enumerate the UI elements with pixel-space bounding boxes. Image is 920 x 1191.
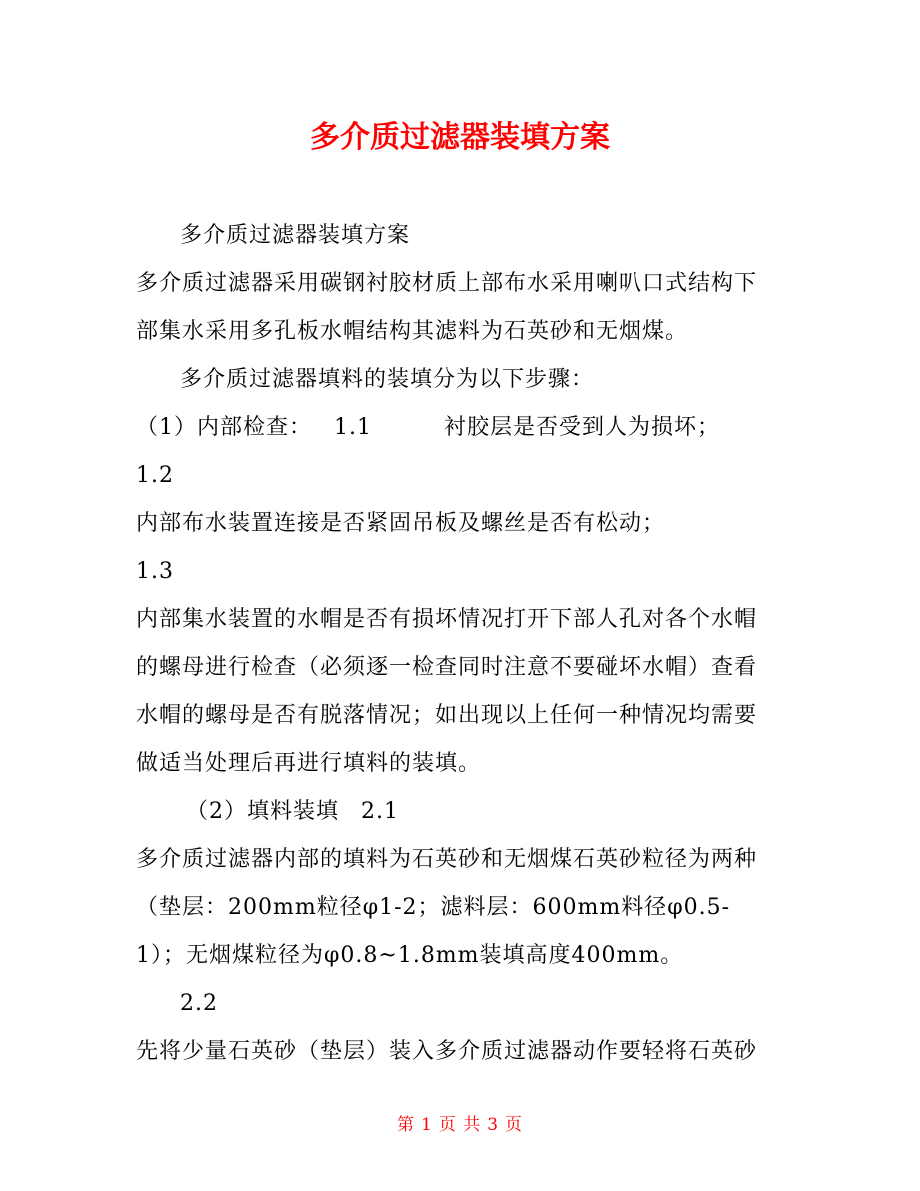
- document-title: 多介质过滤器装填方案: [310, 120, 610, 155]
- item-number: 1.3: [136, 559, 174, 584]
- item-number: 2.1: [361, 799, 399, 824]
- paragraph-line: 多介质过滤器内部的填料为石英砂和无烟煤石英砂粒径为两种: [136, 847, 758, 872]
- footer-mid: 页 共: [438, 1115, 482, 1135]
- section-heading: （2）填料装填: [186, 799, 339, 824]
- item-number: 1.1: [334, 415, 372, 440]
- footer-prefix: 第: [396, 1115, 415, 1135]
- paragraph-line: 水帽的螺母是否有脱落情况；如出现以上任何一种情况均需要: [136, 703, 758, 728]
- document-body: [136, 212, 786, 1076]
- current-page-number: 1: [420, 1115, 433, 1135]
- paragraph-line: [136, 404, 786, 452]
- paragraph-line: （垫层：200mm粒径φ1-2；滤料层：600mm料径φ0.5-: [136, 895, 731, 920]
- paragraph-line: 部集水采用多孔板水帽结构其滤料为石英砂和无烟煤。: [136, 319, 689, 344]
- paragraph-line: 多介质过滤器装填方案: [180, 223, 411, 248]
- paragraph-line: 多介质过滤器填料的装填分为以下步骤：: [180, 367, 595, 392]
- paragraph-line: 内部布水装置连接是否紧固吊板及螺丝是否有松动；: [136, 511, 666, 536]
- item-number: 1.2: [136, 463, 174, 488]
- paragraph-line: 的螺母进行检查（必须逐一检查同时注意不要碰坏水帽）查看: [136, 655, 758, 680]
- paragraph-line: [136, 788, 786, 836]
- paragraph-line: 先将少量石英砂（垫层）装入多介质过滤器动作要轻将石英砂: [136, 1039, 758, 1064]
- paragraph-line: 多介质过滤器采用碳钢衬胶材质上部布水采用喇叭口式结构下: [136, 271, 758, 296]
- section-heading: （1）内部检查：: [136, 415, 312, 440]
- item-number: 2.2: [180, 991, 218, 1016]
- footer-suffix: 页: [505, 1115, 524, 1135]
- page-footer: [0, 1111, 920, 1139]
- item-text: 衬胶层是否受到人为损坏；: [444, 415, 721, 440]
- paragraph-line: 做适当处理后再进行填料的装填。: [136, 751, 482, 776]
- paragraph-line: 1）；无烟煤粒径为φ0.8~1.8mm装填高度400mm。: [136, 943, 684, 968]
- total-pages-number: 3: [487, 1115, 500, 1135]
- paragraph-line: 内部集水装置的水帽是否有损坏情况打开下部人孔对各个水帽: [136, 607, 758, 632]
